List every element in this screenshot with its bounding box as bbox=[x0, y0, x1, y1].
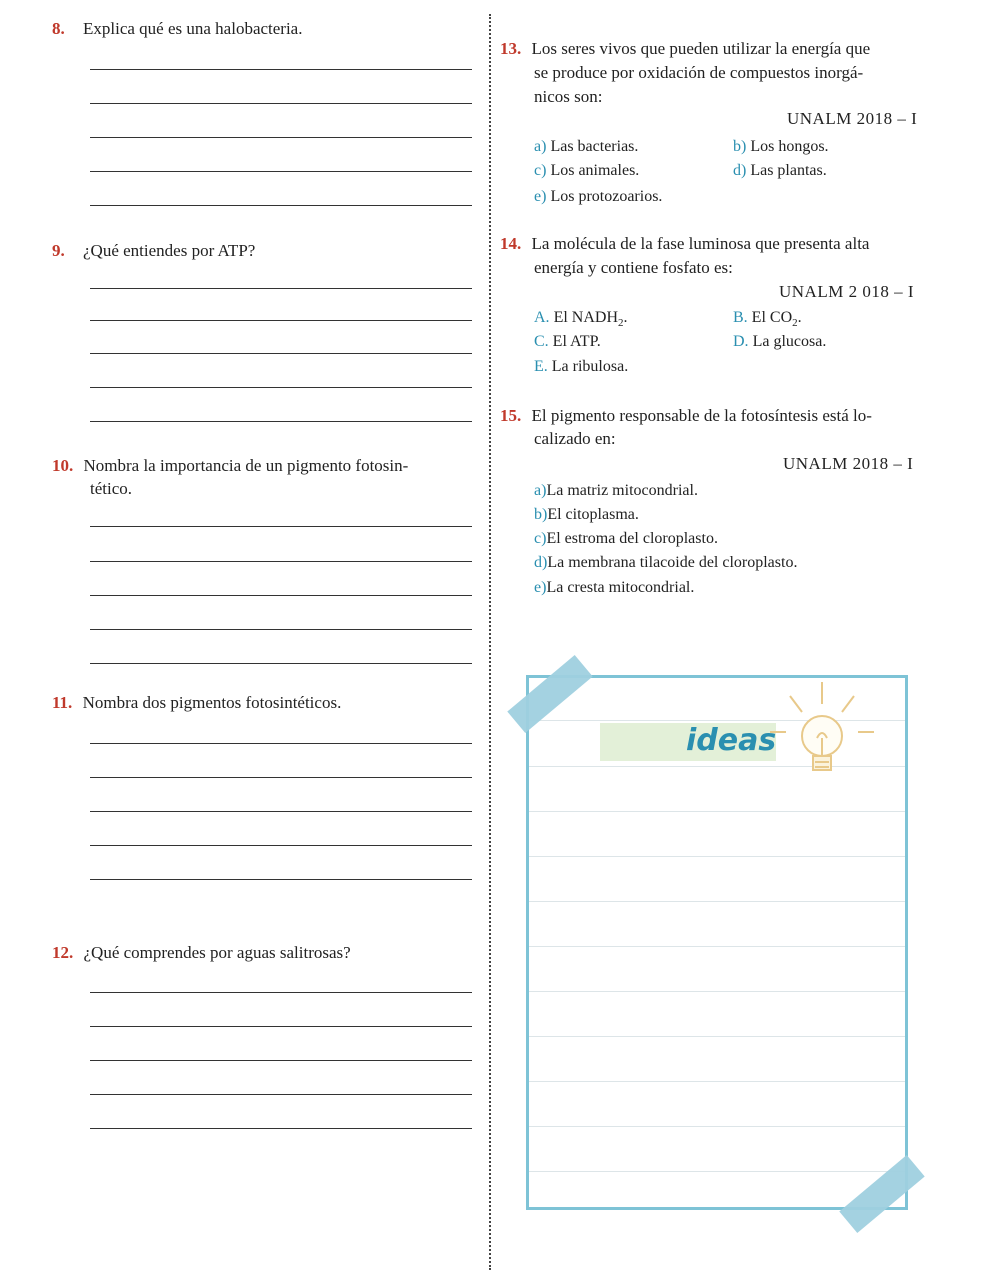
question-14-text-line1: La molécula de la fase luminosa que presenta alta bbox=[531, 234, 870, 253]
answer-line[interactable] bbox=[90, 320, 472, 321]
answer-line[interactable] bbox=[90, 1060, 472, 1061]
answer-line[interactable] bbox=[90, 595, 472, 596]
answer-line[interactable] bbox=[90, 845, 472, 846]
question-9-number: 9. bbox=[52, 241, 65, 260]
question-13-option-d[interactable]: d) Las plantas. bbox=[733, 162, 827, 179]
question-13-option-c[interactable]: c) Los animales. bbox=[534, 162, 640, 179]
question-15-option-e[interactable]: e)La cresta mitocondrial. bbox=[534, 579, 695, 596]
question-9-text: ¿Qué entiendes por ATP? bbox=[83, 241, 256, 260]
answer-line[interactable] bbox=[90, 205, 472, 206]
answer-line[interactable] bbox=[90, 777, 472, 778]
question-13-option-e[interactable]: e) Los protozoarios. bbox=[534, 188, 663, 205]
question-11 bbox=[52, 692, 341, 714]
question-10 bbox=[52, 455, 408, 477]
question-14-option-e[interactable]: E. La ribulosa. bbox=[534, 358, 629, 375]
question-13-text-line2: se produce por oxidación de compuestos inorgá- bbox=[534, 63, 864, 82]
question-15-text-line2: calizado en: bbox=[534, 429, 616, 448]
question-8-text: Explica qué es una halobacteria. bbox=[83, 19, 303, 38]
answer-line[interactable] bbox=[90, 137, 472, 138]
column-divider bbox=[489, 14, 491, 1270]
answer-line[interactable] bbox=[90, 288, 472, 289]
question-14-exam-tag: UNALM 2 018 – I bbox=[779, 282, 914, 301]
question-15-option-b[interactable]: b)El citoplasma. bbox=[534, 506, 639, 523]
question-13-text-line1: Los seres vivos que pueden utilizar la energía que bbox=[531, 39, 871, 58]
question-14-option-d[interactable]: D. La glucosa. bbox=[733, 333, 827, 350]
answer-line[interactable] bbox=[90, 561, 472, 562]
question-13-text-line3: nicos son: bbox=[534, 87, 603, 106]
answer-line[interactable] bbox=[90, 992, 472, 993]
answer-line[interactable] bbox=[90, 171, 472, 172]
question-13-exam-tag: UNALM 2018 – I bbox=[787, 109, 918, 128]
question-15 bbox=[500, 405, 872, 427]
answer-line[interactable] bbox=[90, 663, 472, 664]
question-12-text: ¿Qué comprendes por aguas salitrosas? bbox=[83, 943, 351, 962]
answer-line[interactable] bbox=[90, 1094, 472, 1095]
question-13-number: 13. bbox=[500, 39, 522, 58]
answer-line[interactable] bbox=[90, 69, 472, 70]
answer-line[interactable] bbox=[90, 387, 472, 388]
question-15-text-line1: El pigmento responsable de la fotosíntesis está lo- bbox=[531, 406, 872, 425]
question-9 bbox=[52, 240, 255, 262]
answer-line[interactable] bbox=[90, 103, 472, 104]
answer-line[interactable] bbox=[90, 421, 472, 422]
question-15-number: 15. bbox=[500, 406, 522, 425]
question-10-number: 10. bbox=[52, 456, 74, 475]
question-11-text: Nombra dos pigmentos fotosintéticos. bbox=[82, 693, 342, 712]
answer-line[interactable] bbox=[90, 353, 472, 354]
question-11-number: 11. bbox=[52, 693, 73, 712]
lightbulb-icon bbox=[762, 672, 882, 792]
answer-line[interactable] bbox=[90, 629, 472, 630]
question-13-option-b[interactable]: b) Los hongos. bbox=[733, 138, 829, 155]
question-15-exam-tag: UNALM 2018 – I bbox=[783, 454, 914, 473]
answer-line[interactable] bbox=[90, 879, 472, 880]
question-14-option-c[interactable]: C. El ATP. bbox=[534, 333, 601, 350]
question-15-option-a[interactable]: a)La matriz mitocondrial. bbox=[534, 482, 698, 499]
question-14 bbox=[500, 233, 869, 255]
question-8 bbox=[52, 18, 302, 40]
question-14-number: 14. bbox=[500, 234, 522, 253]
question-15-option-d[interactable]: d)La membrana tilacoide del cloroplasto. bbox=[534, 554, 798, 571]
answer-line[interactable] bbox=[90, 1026, 472, 1027]
question-12-number: 12. bbox=[52, 943, 74, 962]
question-10-text-line2: tético. bbox=[90, 479, 133, 498]
question-14-option-a[interactable]: A. El $NADH_2$. bbox=[534, 309, 628, 330]
answer-line[interactable] bbox=[90, 526, 472, 527]
ideas-title: ideas bbox=[686, 723, 777, 758]
answer-line[interactable] bbox=[90, 743, 472, 744]
question-13 bbox=[500, 38, 870, 60]
answer-line[interactable] bbox=[90, 811, 472, 812]
question-13-option-a[interactable]: a) Las bacterias. bbox=[534, 138, 639, 155]
question-15-option-c[interactable]: c)El estroma del cloroplasto. bbox=[534, 530, 718, 547]
question-14-text-line2: energía y contiene fosfato es: bbox=[534, 258, 733, 277]
answer-line[interactable] bbox=[90, 1128, 472, 1129]
question-10-text-line1: Nombra la importancia de un pigmento fotosin- bbox=[83, 456, 409, 475]
question-12 bbox=[52, 942, 351, 964]
question-8-number: 8. bbox=[52, 19, 65, 38]
question-14-option-b[interactable]: B. El $CO_2$. bbox=[733, 309, 802, 330]
